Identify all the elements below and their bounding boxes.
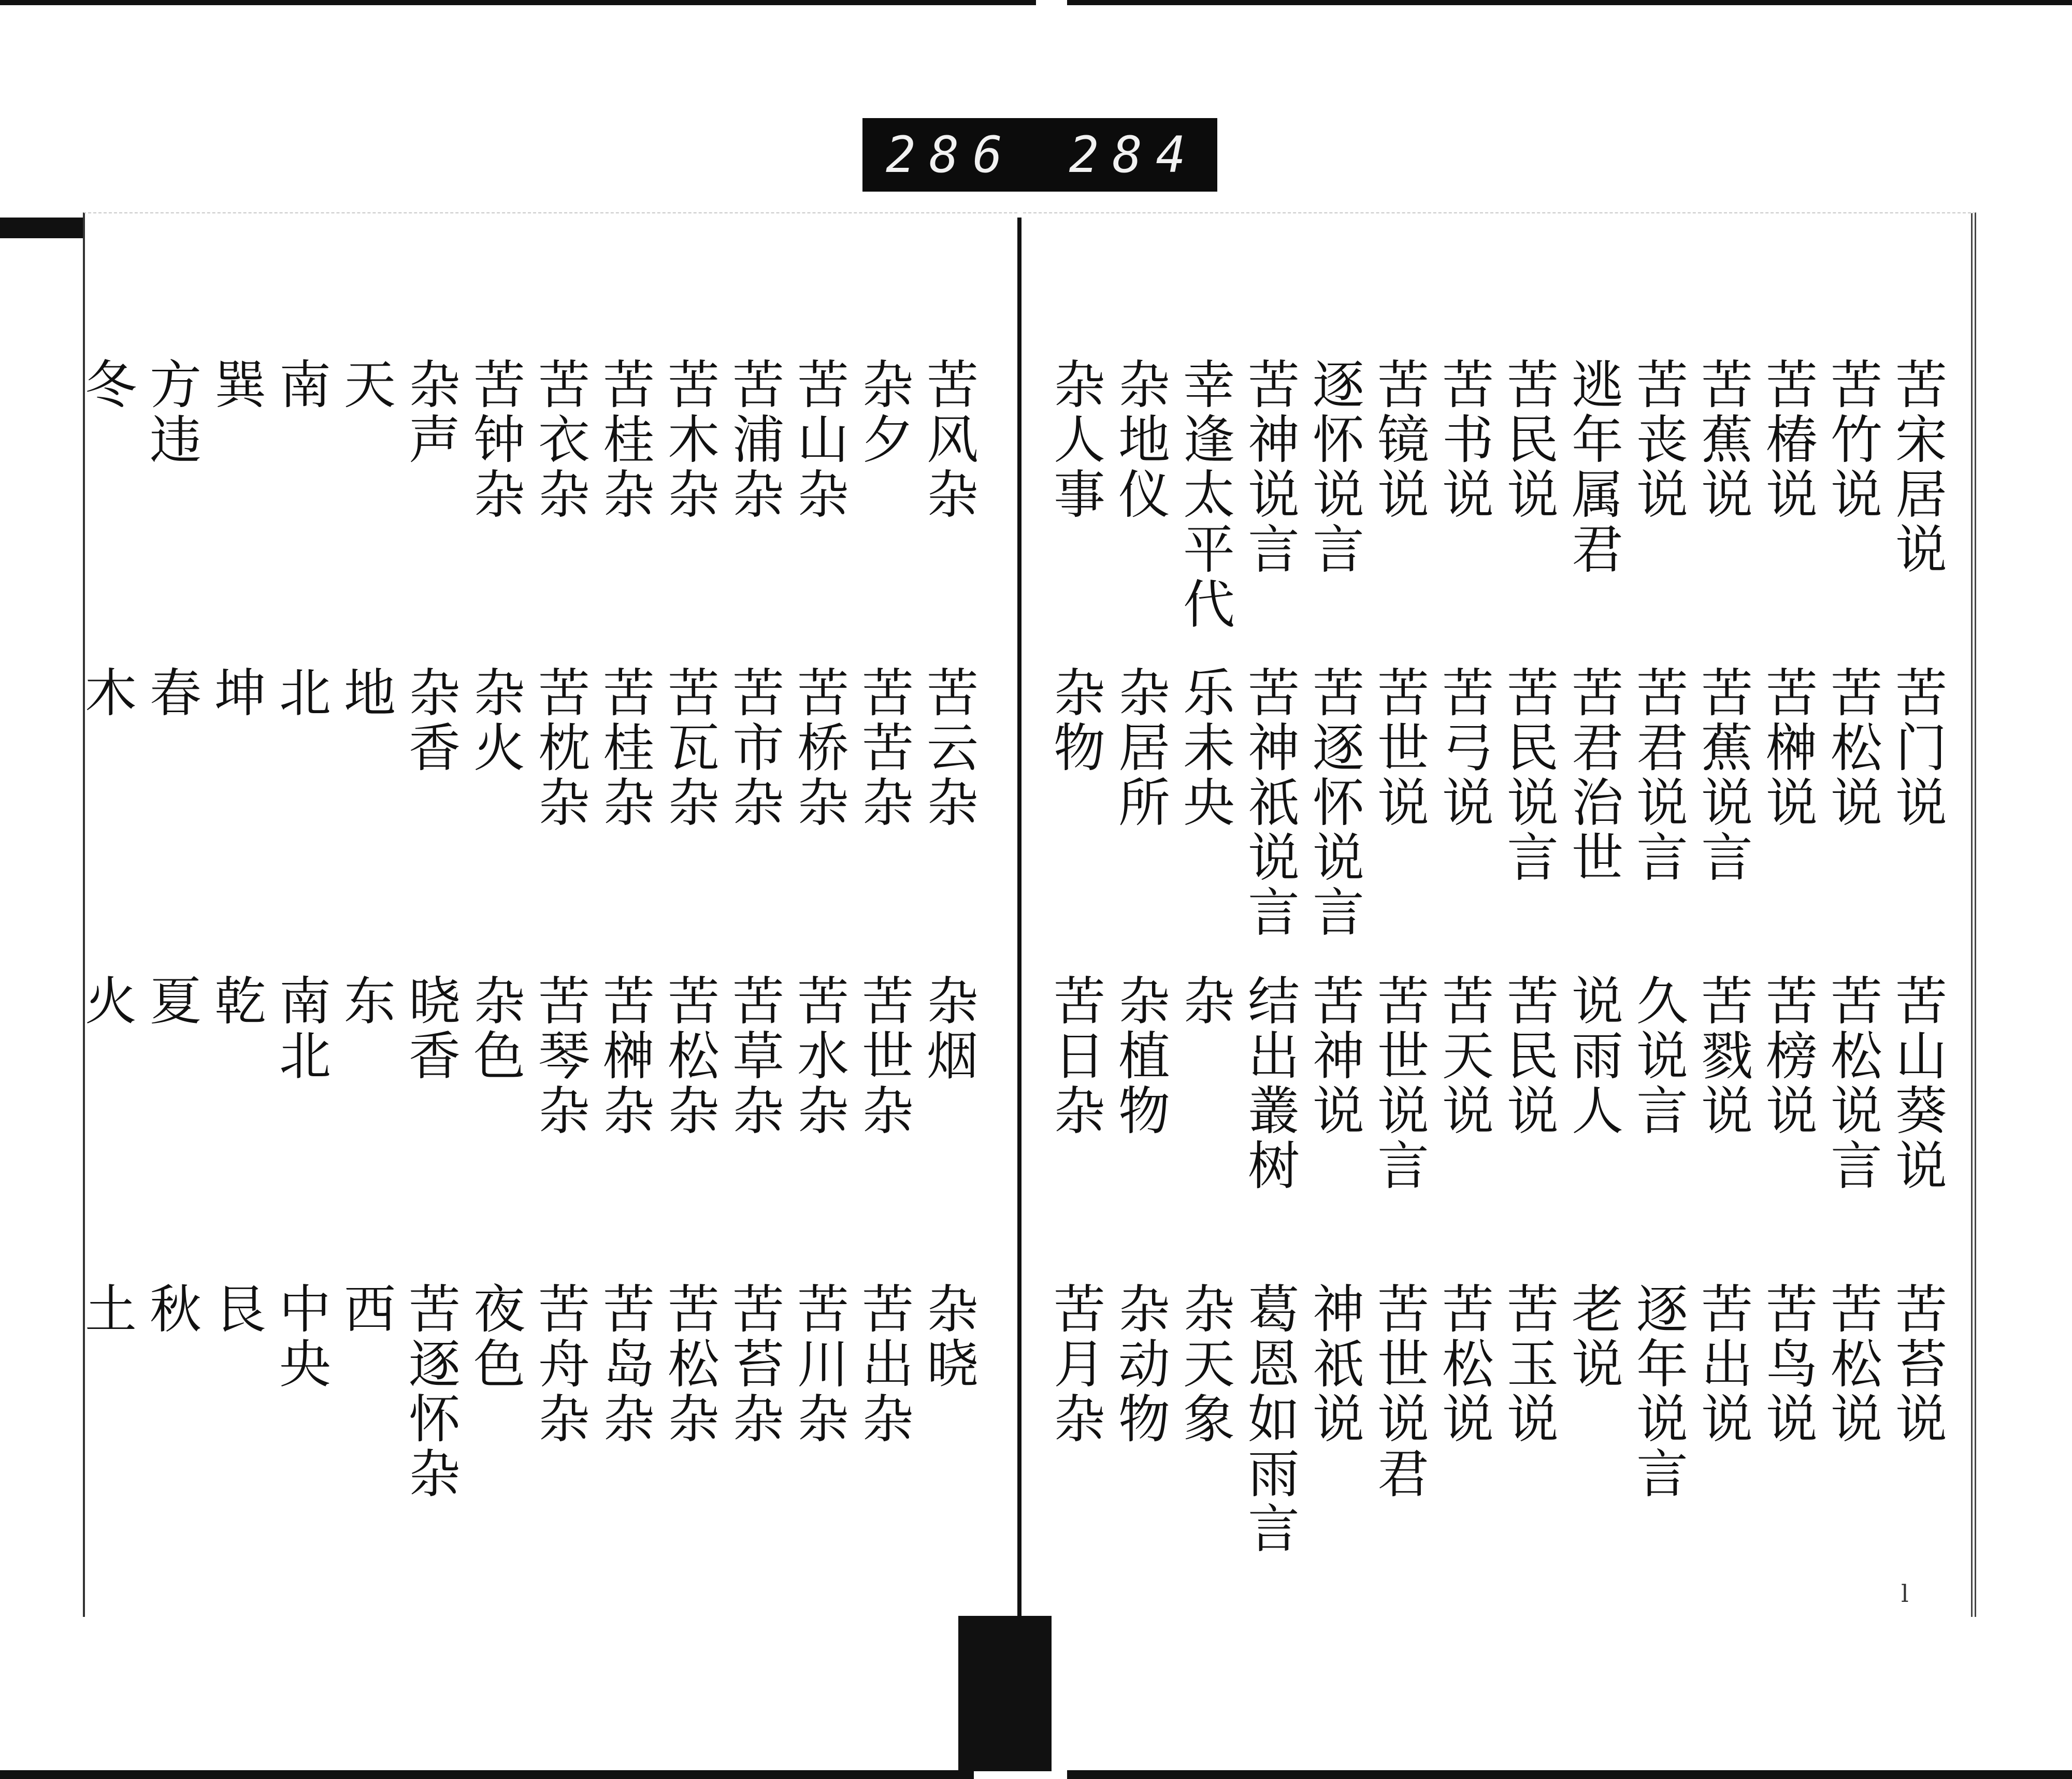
right-entry: 杂 <box>1174 974 1235 1029</box>
left-entry: 夜色 <box>465 1282 525 1392</box>
left-entry: 杂香 <box>400 666 461 775</box>
right-entry: 苦神祇说言 <box>1239 666 1300 940</box>
right-entry: 老说 <box>1563 1282 1623 1392</box>
right-entry: 乐未央 <box>1174 666 1235 830</box>
left-entry: 苦川杂 <box>788 1282 849 1447</box>
left-entry: 杂烟 <box>918 974 979 1083</box>
right-entry: 苦天说 <box>1433 974 1494 1138</box>
left-entry: 西 <box>335 1282 396 1337</box>
right-entry: 逐怀说言 <box>1304 357 1364 577</box>
left-entry: 地 <box>335 666 396 720</box>
left-entry: 中央 <box>270 1282 331 1392</box>
left-entry: 木 <box>76 666 137 720</box>
left-entry: 艮 <box>206 1282 266 1337</box>
right-entry: 苦民说 <box>1498 357 1559 522</box>
right-entry: 苦民说 <box>1498 974 1559 1138</box>
left-entry: 苦风杂 <box>918 357 979 522</box>
page-mark: l <box>1901 1580 1909 1608</box>
right-entry: 苦松说 <box>1822 666 1882 830</box>
left-entry: 苦钟杂 <box>465 357 525 522</box>
right-entry: 苦世说言 <box>1369 974 1429 1193</box>
left-entry: 苦草杂 <box>724 974 784 1138</box>
left-entry: 南 <box>270 357 331 412</box>
right-entry: 苦镜说 <box>1369 357 1429 522</box>
left-entry: 苦松杂 <box>659 1282 720 1447</box>
right-entry: 杂天象 <box>1174 1282 1235 1447</box>
right-entry: 苦鸟说 <box>1757 1282 1818 1447</box>
left-entry: 乾 <box>206 974 266 1029</box>
right-entry: 苦丧说 <box>1628 357 1688 522</box>
left-entry: 苦松杂 <box>659 974 720 1138</box>
scan-border-bottom-left <box>0 1770 974 1779</box>
right-entry: 苦月杂 <box>1045 1282 1105 1447</box>
left-entry: 冬 <box>76 357 137 412</box>
right-entry: 苦玉说 <box>1498 1282 1559 1447</box>
right-entry: 神祇说 <box>1304 1282 1364 1447</box>
right-entry: 杂居所 <box>1110 666 1170 830</box>
left-entry: 苦世杂 <box>853 974 914 1138</box>
right-entry: 苦戮说 <box>1692 974 1753 1138</box>
left-entry: 南北 <box>270 974 331 1083</box>
left-entry: 苦水杂 <box>788 974 849 1138</box>
left-entry: 晓香 <box>400 974 461 1083</box>
scan-border-top-left <box>0 0 1036 5</box>
left-entry: 秋 <box>141 1282 202 1337</box>
right-entry: 幸逢太平代 <box>1174 357 1235 632</box>
right-entry: 结出叢树 <box>1239 974 1300 1193</box>
left-entry: 苦浦杂 <box>724 357 784 522</box>
right-entry: 苦民说言 <box>1498 666 1559 885</box>
right-entry: 久说言 <box>1628 974 1688 1138</box>
left-entry: 夏 <box>141 974 202 1029</box>
right-entry: 逃年属君 <box>1563 357 1623 577</box>
right-entry: 苦世说君 <box>1369 1282 1429 1501</box>
right-page-number: 284 <box>1069 126 1199 184</box>
left-entry: 春 <box>141 666 202 720</box>
right-entry: 苦蕉说言 <box>1692 666 1753 885</box>
left-entry: 苦榊杂 <box>594 974 655 1138</box>
left-entry: 苦桂杂 <box>594 357 655 522</box>
left-entry: 苦枕杂 <box>529 666 590 830</box>
right-entry: 苦出说 <box>1692 1282 1753 1447</box>
scan-border-bottom-right <box>1067 1770 2072 1779</box>
scan-border-top-right <box>1067 0 2072 5</box>
left-entry: 苦木杂 <box>659 357 720 522</box>
left-entry: 杂夕 <box>853 357 914 467</box>
right-entry: 杂人事 <box>1045 357 1105 522</box>
right-entry: 苦逐怀说言 <box>1304 666 1364 940</box>
left-entry: 苦市杂 <box>724 666 784 830</box>
right-entry: 杂物 <box>1045 666 1105 775</box>
left-entry: 方违 <box>141 357 202 467</box>
book-gutter <box>1017 218 1021 1616</box>
left-entry: 苦琴杂 <box>529 974 590 1138</box>
right-entry: 苦山葵说 <box>1887 974 1947 1193</box>
left-entry: 巽 <box>206 357 266 412</box>
left-entry: 苦苦杂 <box>853 666 914 830</box>
right-entry: 杂动物 <box>1110 1282 1170 1447</box>
left-entry: 苦云杂 <box>918 666 979 830</box>
scan-edge-strip <box>0 218 91 238</box>
right-entry: 说雨人 <box>1563 974 1623 1138</box>
left-entry: 苦舟杂 <box>529 1282 590 1447</box>
left-entry: 杂晓 <box>918 1282 979 1392</box>
right-entry: 苦神说言 <box>1239 357 1300 577</box>
gutter-shadow <box>958 1616 1052 1771</box>
left-entry: 杂火 <box>465 666 525 775</box>
right-entry: 苦榜说 <box>1757 974 1818 1138</box>
left-entry: 苦衣杂 <box>529 357 590 522</box>
right-entry: 葛恩如雨言 <box>1239 1282 1300 1556</box>
left-entry: 坤 <box>206 666 266 720</box>
left-entry: 苦瓦杂 <box>659 666 720 830</box>
right-entry: 苦竹说 <box>1822 357 1882 522</box>
right-entry: 苦神说 <box>1304 974 1364 1138</box>
right-entry: 苦松说 <box>1822 1282 1882 1447</box>
left-entry: 苦山杂 <box>788 357 849 522</box>
left-entry: 天 <box>335 357 396 412</box>
left-entry: 苦出杂 <box>853 1282 914 1447</box>
right-entry: 杂地仪 <box>1110 357 1170 522</box>
left-entry: 苦桥杂 <box>788 666 849 830</box>
right-entry: 苦宋居说 <box>1887 357 1947 577</box>
right-entry: 苦书说 <box>1433 357 1494 522</box>
left-page-number: 286 <box>886 126 1016 184</box>
right-entry: 苦门说 <box>1887 666 1947 830</box>
left-entry: 杂声 <box>400 357 461 467</box>
right-entry: 苦松说 <box>1433 1282 1494 1447</box>
right-entry: 苦松说言 <box>1822 974 1882 1193</box>
left-entry: 苦岛杂 <box>594 1282 655 1447</box>
left-entry: 苦苔杂 <box>724 1282 784 1447</box>
right-entry: 苦日杂 <box>1045 974 1105 1138</box>
page-number-label <box>862 118 1217 192</box>
right-entry: 杂植物 <box>1110 974 1170 1138</box>
right-entry: 苦世说 <box>1369 666 1429 830</box>
left-entry: 土 <box>76 1282 137 1337</box>
right-entry: 苦君说言 <box>1628 666 1688 885</box>
right-entry: 逐年说言 <box>1628 1282 1688 1501</box>
left-entry: 苦桂杂 <box>594 666 655 830</box>
right-entry: 苦弓说 <box>1433 666 1494 830</box>
left-entry: 火 <box>76 974 137 1029</box>
right-entry: 苦蕉说 <box>1692 357 1753 522</box>
left-entry: 东 <box>335 974 396 1029</box>
right-entry: 苦苔说 <box>1887 1282 1947 1447</box>
right-entry: 苦君治世 <box>1563 666 1623 885</box>
left-entry: 杂色 <box>465 974 525 1083</box>
left-entry: 北 <box>270 666 331 720</box>
left-entry: 苦逐怀杂 <box>400 1282 461 1501</box>
right-entry: 苦榊说 <box>1757 666 1818 830</box>
right-entry: 苦椿说 <box>1757 357 1818 522</box>
